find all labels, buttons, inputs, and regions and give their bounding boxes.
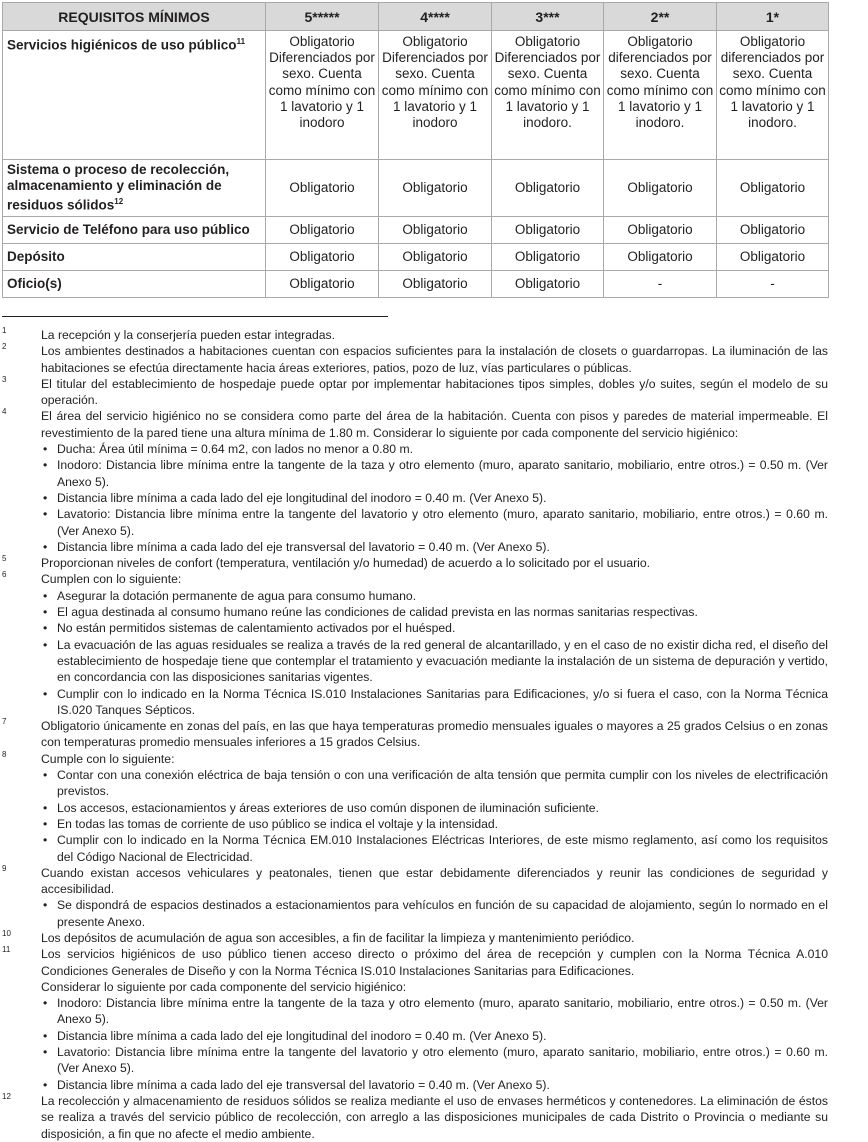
footnote-text-continued: Considerar lo siguiente por cada componente del servicio higiénico: xyxy=(41,979,407,994)
table-cell: Obligatorio xyxy=(604,244,717,271)
footnote-text: Cuando existan accesos vehiculares y peatonales, tienen que estar debidamente diferenciados y reunir las condiciones de seguridad y accesibilidad. xyxy=(41,865,828,897)
list-item: • No están permitidos sistemas de calentamiento activados por el huésped. xyxy=(41,620,828,636)
list-item: • Distancia libre mínima a cada lado del eje longitudinal del inodoro = 0.40 m. (Ver Anexo 5). xyxy=(41,1028,828,1044)
list-item: • Ducha: Área útil mínima = 0.64 m2, con lados no menor a 0.80 m. xyxy=(41,441,828,457)
footnote-text: Proporcionan niveles de confort (temperatura, ventilación y/o humedad) de acuerdo a lo solicitado por el usuario. xyxy=(41,556,651,571)
footnote-text: Los depósitos de acumulación de agua son accesibles, a fin de facilitar la limpieza y mantenimiento periódico. xyxy=(41,930,635,945)
header-3-stars: 3*** xyxy=(492,3,604,31)
header-1-star: 1* xyxy=(717,3,829,31)
footnote-number: 12 xyxy=(2,1091,11,1101)
table-cell: Obligatorio xyxy=(266,217,379,244)
table-cell: Obligatorio xyxy=(266,271,379,298)
bullet-list xyxy=(41,897,828,930)
table-cell: Obligatorio xyxy=(492,271,604,298)
footnote-7 xyxy=(2,718,828,751)
table-cell: Obligatorio xyxy=(266,244,379,271)
list-item: • Inodoro: Distancia libre mínima entre la tangente de la taza y otro elemento (muro, aparato sanitario, mobiliario, entre otros.) = 0.50 m. (Ver Anexo 5). xyxy=(41,457,828,490)
table-cell: Obligatorio xyxy=(379,271,492,298)
table-cell: Obligatorio xyxy=(266,160,379,217)
header-requirements: REQUISITOS MÍNIMOS xyxy=(3,3,266,31)
row-label: Oficio(s) xyxy=(3,271,266,298)
footnote-number: 1 xyxy=(2,326,7,335)
footnote-text: Los ambientes destinados a habitaciones cuentan con espacios suficientes para la instalación de closets o guardarropas. La iluminación de las habitaciones se efectúa directamente hacia áreas exteriores, patios, pozo de luz, vías particulares o públicas. xyxy=(41,344,828,375)
header-4-stars: 4**** xyxy=(379,3,492,31)
table-cell: Obligatorio xyxy=(492,160,604,217)
footnote-1 xyxy=(2,327,828,343)
list-item: • Se dispondrá de espacios destinados a estacionamientos para vehículos en función de su capacidad de alojamiento, según lo normado en el presente Anexo. xyxy=(41,897,828,930)
list-item: • Distancia libre mínima a cada lado del eje transversal del lavatorio = 0.40 m. (Ver Anexo 5). xyxy=(41,1077,828,1093)
footnote-6 xyxy=(2,571,828,718)
footnote-3 xyxy=(2,376,828,409)
table-cell: - xyxy=(717,271,829,298)
table-cell: - xyxy=(604,271,717,298)
footnote-number: 8 xyxy=(2,749,7,759)
footnote-text: El titular del establecimiento de hospedaje puede optar por implementar habitaciones tipos simples, dobles y/o suites, según el modelo de su operación. xyxy=(41,376,828,408)
header-5-stars: 5***** xyxy=(266,3,379,31)
bullet-list xyxy=(41,767,828,865)
table-cell: Obligatorio xyxy=(717,160,829,217)
table-cell: Obligatorio xyxy=(379,244,492,271)
bullet-list xyxy=(41,995,828,1093)
bullet-list xyxy=(41,588,828,718)
footnote-number: 4 xyxy=(2,407,7,417)
footnote-text: El área del servicio higiénico no se considera como parte del área de la habitación. Cuenta con pisos y paredes de material impermeable. El revestimiento de la pared tiene una altura mínima de 1.80 m. Considerar lo siguiente por cada componente del servicio higiénico: xyxy=(41,409,828,440)
footnote-number: 5 xyxy=(2,554,7,564)
footnote-12 xyxy=(2,1093,828,1142)
footnote-ref: 12 xyxy=(114,197,124,207)
table-cell: Obligatorio Diferenciados por sexo. Cuenta como mínimo con 1 lavatorio y 1 inodoro. xyxy=(492,31,604,160)
footnote-number: 2 xyxy=(2,342,7,352)
table-row xyxy=(3,31,829,160)
table-cell: Obligatorio xyxy=(492,217,604,244)
list-item: • Lavatorio: Distancia libre mínima entre la tangente del lavatorio y otro elemento (muro, aparato sanitario, mobiliario, entre otros.) = 0.60 m. (Ver Anexo 5). xyxy=(41,506,828,539)
footnote-text: La recepción y la conserjería pueden estar integradas. xyxy=(41,328,336,342)
list-item: • La evacuación de las aguas residuales se realiza a través de la red general de alcantarillado, y en el caso de no existir dicha red, el diseño del establecimiento de hospedaje tiene que contemplar el tratamiento y evacuación mediante la instalación de un sistema de depuración y vertido, en concordancia con las disposiciones sanitarias vigentes. xyxy=(41,637,828,686)
row-label: Servicio de Teléfono para uso público xyxy=(3,217,266,244)
footnote-8 xyxy=(2,751,828,865)
footnote-5 xyxy=(2,555,828,571)
table-cell: Obligatorio xyxy=(604,217,717,244)
footnote-number: 9 xyxy=(2,863,7,873)
footnote-text: Obligatorio únicamente en zonas del país, en las que haya temperaturas promedio mensuales iguales o mayores a 25 grados Celsius o en zonas con temperaturas promedio mensuales inferiores a 15 grados Celsius. xyxy=(41,719,828,750)
footnote-number: 7 xyxy=(2,717,7,727)
table-header-row xyxy=(3,3,829,31)
row-label: Depósito xyxy=(3,244,266,271)
footnote-2 xyxy=(2,343,828,376)
footnote-number: 6 xyxy=(2,570,7,580)
footnote-9 xyxy=(2,865,828,930)
table-cell: Obligatorio xyxy=(717,217,829,244)
row-label: Servicios higiénicos de uso público$^{11}$ xyxy=(3,31,266,160)
footnote-11 xyxy=(2,946,828,1093)
footnote-4 xyxy=(2,408,828,555)
footnote-number: 10 xyxy=(2,928,11,938)
bullet-list xyxy=(41,441,828,555)
list-item: • Cumplir con lo indicado en la Norma Técnica EM.010 Instalaciones Eléctricas Interiores, de este mismo reglamento, así como los requisitos del Código Nacional de Electricidad. xyxy=(41,832,828,865)
table-cell: Obligatorio xyxy=(492,244,604,271)
list-item: • El agua destinada al consumo humano reúne las condiciones de calidad prevista en las normas sanitarias respectivas. xyxy=(41,604,828,620)
table-cell: Obligatorio xyxy=(379,160,492,217)
list-item: • Distancia libre mínima a cada lado del eje transversal del lavatorio = 0.40 m. (Ver Anexo 5). xyxy=(41,539,828,555)
table-row xyxy=(3,217,829,244)
list-item: • Los accesos, estacionamientos y áreas exteriores de uso común disponen de iluminación suficiente. xyxy=(41,800,828,816)
list-item: • Lavatorio: Distancia libre mínima entre la tangente del lavatorio y otro elemento (muro, aparato sanitario, mobiliario, entre otros.) = 0.60 m. (Ver Anexo 5). xyxy=(41,1044,828,1077)
table-cell: Obligatorio diferenciados por sexo. Cuenta como mínimo con 1 lavatorio y 1 inodoro. xyxy=(717,31,829,160)
footnote-number: 11 xyxy=(2,945,11,955)
list-item: • Distancia libre mínima a cada lado del eje longitudinal del inodoro = 0.40 m. (Ver Anexo 5). xyxy=(41,490,828,506)
list-item: • Cumplir con lo indicado en la Norma Técnica IS.010 Instalaciones Sanitarias para Edificaciones, y/o si fuera el caso, con la Norma Técnica IS.020 Tanques Sépticos. xyxy=(41,686,828,719)
row-label: Sistema o proceso de recolección, almacenamiento y eliminación de residuos sólidos$^{12}$ xyxy=(3,160,266,217)
table-cell: Obligatorio Diferenciados por sexo. Cuenta como mínimo con 1 lavatorio y 1 inodoro xyxy=(379,31,492,160)
footnote-number: 3 xyxy=(2,374,7,384)
requirements-table xyxy=(2,2,829,298)
table-row xyxy=(3,160,829,217)
table-row xyxy=(3,244,829,271)
footnote-ref: 11 xyxy=(236,37,246,46)
footnote-text: Cumple con lo siguiente: xyxy=(41,751,175,766)
header-2-stars: 2** xyxy=(604,3,717,31)
footnote-10 xyxy=(2,930,828,946)
table-cell: Obligatorio xyxy=(379,217,492,244)
table-cell: Obligatorio xyxy=(604,160,717,217)
footnotes-section xyxy=(2,327,828,1142)
table-cell: Obligatorio diferenciados por sexo. Cuenta como mínimo con 1 lavatorio y 1 inodoro. xyxy=(604,31,717,160)
footnote-text: Los servicios higiénicos de uso público tienen acceso directo o próximo del área de recepción y cumplen con la Norma Técnica A.010 Condiciones Generales de Diseño y con la Norma Técnica IS.010 Instalaciones Sanitarias para Edificaciones. xyxy=(41,947,828,978)
list-item: • En todas las tomas de corriente de uso público se indica el voltaje y la intensidad. xyxy=(41,816,828,832)
footnote-text: La recolección y almacenamiento de residuos sólidos se realiza mediante el uso de envases herméticos y contenedores. La eliminación de éstos se realiza a través del servicio público de recolección, con arreglo a las disposiciones municipales de cada Distrito o Provincia o mediante su disposición, a fin que no afecte el medio ambiente. xyxy=(41,1093,828,1141)
footnote-text: Cumplen con lo siguiente: xyxy=(41,572,182,587)
table-cell: Obligatorio xyxy=(717,244,829,271)
table-cell: Obligatorio Diferenciados por sexo. Cuenta como mínimo con 1 lavatorio y 1 inodoro xyxy=(266,31,379,160)
list-item: • Contar con una conexión eléctrica de baja tensión o con una verificación de alta tensión que permita cumplir con los niveles de electrificación previstos. xyxy=(41,767,828,800)
table-row xyxy=(3,271,829,298)
list-item: • Inodoro: Distancia libre mínima entre la tangente de la taza y otro elemento (muro, aparato sanitario, mobiliario, entre otros.) = 0.50 m. (Ver Anexo 5). xyxy=(41,995,828,1028)
list-item: • Asegurar la dotación permanente de agua para consumo humano. xyxy=(41,588,828,604)
footnote-separator xyxy=(2,316,388,317)
